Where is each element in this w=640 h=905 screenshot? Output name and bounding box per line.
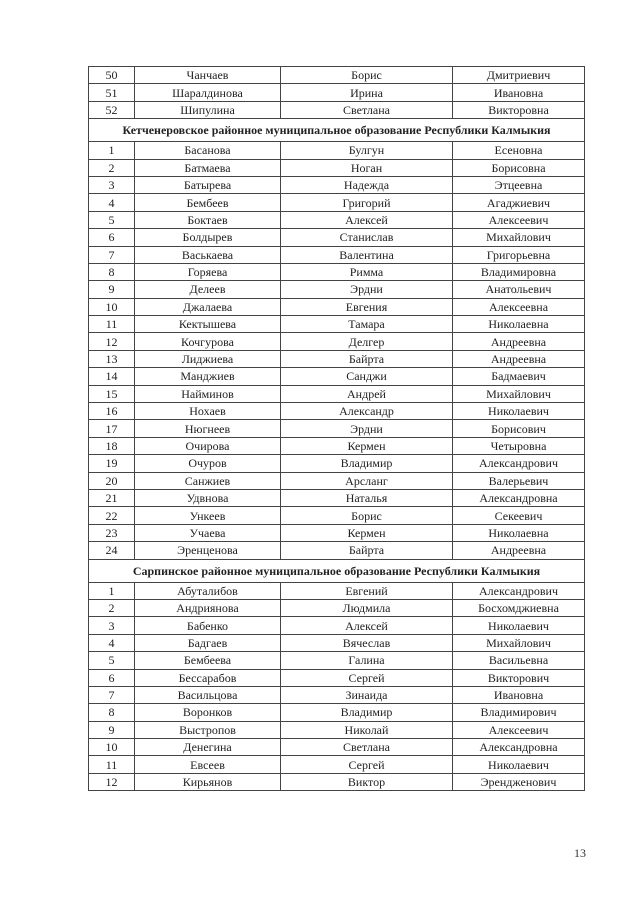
first-name: Ноган (281, 159, 453, 176)
last-name: Батмаева (135, 159, 281, 176)
last-name: Санжиев (135, 472, 281, 489)
last-name: Денегина (135, 739, 281, 756)
first-name: Ирина (281, 84, 453, 101)
patronymic: Валерьевич (453, 472, 585, 489)
first-name: Эрдни (281, 420, 453, 437)
row-number: 22 (89, 507, 135, 524)
last-name: Удвнова (135, 489, 281, 506)
first-name: Вячеслав (281, 634, 453, 651)
patronymic: Владимирович (453, 704, 585, 721)
patronymic: Андреевна (453, 542, 585, 559)
row-number: 9 (89, 281, 135, 298)
last-name: Васькаева (135, 246, 281, 263)
first-name: Делгер (281, 333, 453, 350)
first-name: Борис (281, 507, 453, 524)
row-number: 51 (89, 84, 135, 101)
patronymic: Четыровна (453, 437, 585, 454)
patronymic: Викторовна (453, 101, 585, 118)
patronymic: Секеевич (453, 507, 585, 524)
table-row (89, 652, 585, 669)
patronymic: Александрович (453, 455, 585, 472)
row-number: 11 (89, 756, 135, 773)
table-row (89, 84, 585, 101)
last-name: Кочгурова (135, 333, 281, 350)
last-name: Учаева (135, 524, 281, 541)
last-name: Бембеев (135, 194, 281, 211)
row-number: 9 (89, 721, 135, 738)
first-name: Светлана (281, 101, 453, 118)
table-row (89, 281, 585, 298)
row-number: 1 (89, 142, 135, 159)
row-number: 7 (89, 246, 135, 263)
first-name: Борис (281, 67, 453, 84)
first-name: Евгений (281, 582, 453, 599)
last-name: Найминов (135, 385, 281, 402)
table-row (89, 229, 585, 246)
last-name: Абуталибов (135, 582, 281, 599)
first-name: Григорий (281, 194, 453, 211)
table-row (89, 176, 585, 193)
row-number: 6 (89, 669, 135, 686)
section-header: Кетченеровское районное муниципальное образование Республики Калмыкия (89, 119, 585, 142)
row-number: 12 (89, 333, 135, 350)
last-name: Делеев (135, 281, 281, 298)
first-name: Булгун (281, 142, 453, 159)
members-table (88, 66, 585, 791)
patronymic: Николаевич (453, 403, 585, 420)
patronymic: Андреевна (453, 333, 585, 350)
table-row (89, 437, 585, 454)
first-name: Байрта (281, 350, 453, 367)
last-name: Бембеева (135, 652, 281, 669)
first-name: Тамара (281, 316, 453, 333)
first-name: Кермен (281, 437, 453, 454)
table-row (89, 142, 585, 159)
members-table-body (89, 67, 585, 791)
patronymic: Босхомджиевна (453, 599, 585, 616)
row-number: 5 (89, 652, 135, 669)
row-number: 50 (89, 67, 135, 84)
patronymic: Владимировна (453, 263, 585, 280)
patronymic: Этцеевна (453, 176, 585, 193)
table-row (89, 599, 585, 616)
first-name: Надежда (281, 176, 453, 193)
table-row (89, 472, 585, 489)
patronymic: Ивановна (453, 686, 585, 703)
patronymic: Александровна (453, 739, 585, 756)
row-number: 8 (89, 704, 135, 721)
last-name: Боктаев (135, 211, 281, 228)
table-row (89, 634, 585, 651)
table-row (89, 721, 585, 738)
table-row (89, 420, 585, 437)
table-row (89, 101, 585, 118)
row-number: 3 (89, 176, 135, 193)
first-name: Евгения (281, 298, 453, 315)
last-name: Басанова (135, 142, 281, 159)
section-header-row (89, 119, 585, 142)
last-name: Нохаев (135, 403, 281, 420)
patronymic: Николаевич (453, 617, 585, 634)
first-name: Байрта (281, 542, 453, 559)
row-number: 10 (89, 739, 135, 756)
patronymic: Андреевна (453, 350, 585, 367)
row-number: 2 (89, 599, 135, 616)
last-name: Чанчаев (135, 67, 281, 84)
last-name: Бабенко (135, 617, 281, 634)
last-name: Андриянова (135, 599, 281, 616)
patronymic: Николаевна (453, 524, 585, 541)
patronymic: Николаевич (453, 756, 585, 773)
last-name: Васильцова (135, 686, 281, 703)
row-number: 2 (89, 159, 135, 176)
patronymic: Анатольевич (453, 281, 585, 298)
row-number: 10 (89, 298, 135, 315)
first-name: Арсланг (281, 472, 453, 489)
row-number: 52 (89, 101, 135, 118)
table-row (89, 489, 585, 506)
table-row (89, 507, 585, 524)
patronymic: Алексеевна (453, 298, 585, 315)
row-number: 17 (89, 420, 135, 437)
table-row (89, 333, 585, 350)
first-name: Алексей (281, 211, 453, 228)
first-name: Зинаида (281, 686, 453, 703)
first-name: Наталья (281, 489, 453, 506)
last-name: Кектышева (135, 316, 281, 333)
patronymic: Григорьевна (453, 246, 585, 263)
table-row (89, 246, 585, 263)
patronymic: Бадмаевич (453, 368, 585, 385)
table-row (89, 159, 585, 176)
row-number: 23 (89, 524, 135, 541)
table-row (89, 669, 585, 686)
first-name: Кермен (281, 524, 453, 541)
first-name: Светлана (281, 739, 453, 756)
last-name: Воронков (135, 704, 281, 721)
table-row (89, 686, 585, 703)
last-name: Нюгнеев (135, 420, 281, 437)
last-name: Кирьянов (135, 773, 281, 790)
last-name: Батырева (135, 176, 281, 193)
row-number: 15 (89, 385, 135, 402)
first-name: Валентина (281, 246, 453, 263)
row-number: 7 (89, 686, 135, 703)
patronymic: Борисович (453, 420, 585, 437)
table-row (89, 263, 585, 280)
row-number: 6 (89, 229, 135, 246)
first-name: Людмила (281, 599, 453, 616)
table-row (89, 67, 585, 84)
row-number: 14 (89, 368, 135, 385)
last-name: Джалаева (135, 298, 281, 315)
row-number: 5 (89, 211, 135, 228)
page-number: 13 (574, 846, 586, 860)
table-row (89, 194, 585, 211)
row-number: 13 (89, 350, 135, 367)
row-number: 3 (89, 617, 135, 634)
row-number: 21 (89, 489, 135, 506)
row-number: 19 (89, 455, 135, 472)
first-name: Санджи (281, 368, 453, 385)
last-name: Шипулина (135, 101, 281, 118)
row-number: 4 (89, 194, 135, 211)
table-row (89, 350, 585, 367)
patronymic: Ивановна (453, 84, 585, 101)
patronymic: Алексеевич (453, 211, 585, 228)
table-row (89, 211, 585, 228)
first-name: Владимир (281, 704, 453, 721)
table-row (89, 542, 585, 559)
row-number: 16 (89, 403, 135, 420)
last-name: Манджиев (135, 368, 281, 385)
patronymic: Дмитриевич (453, 67, 585, 84)
patronymic: Михайлович (453, 229, 585, 246)
first-name: Галина (281, 652, 453, 669)
patronymic: Александровна (453, 489, 585, 506)
table-row (89, 385, 585, 402)
table-row (89, 756, 585, 773)
last-name: Очирова (135, 437, 281, 454)
last-name: Болдырев (135, 229, 281, 246)
row-number: 1 (89, 582, 135, 599)
last-name: Бессарабов (135, 669, 281, 686)
patronymic: Борисовна (453, 159, 585, 176)
patronymic: Викторович (453, 669, 585, 686)
table-row (89, 739, 585, 756)
first-name: Виктор (281, 773, 453, 790)
row-number: 8 (89, 263, 135, 280)
patronymic: Михайлович (453, 385, 585, 402)
patronymic: Александрович (453, 582, 585, 599)
row-number: 4 (89, 634, 135, 651)
first-name: Сергей (281, 756, 453, 773)
last-name: Евсеев (135, 756, 281, 773)
table-row (89, 524, 585, 541)
patronymic: Васильевна (453, 652, 585, 669)
row-number: 24 (89, 542, 135, 559)
first-name: Алексей (281, 617, 453, 634)
patronymic: Эрендженович (453, 773, 585, 790)
table-row (89, 455, 585, 472)
table-row (89, 617, 585, 634)
table-row (89, 582, 585, 599)
patronymic: Есеновна (453, 142, 585, 159)
last-name: Очуров (135, 455, 281, 472)
last-name: Лиджиева (135, 350, 281, 367)
row-number: 12 (89, 773, 135, 790)
last-name: Бадгаев (135, 634, 281, 651)
row-number: 11 (89, 316, 135, 333)
section-header-row (89, 559, 585, 582)
last-name: Выстропов (135, 721, 281, 738)
first-name: Станислав (281, 229, 453, 246)
patronymic: Агаджиевич (453, 194, 585, 211)
first-name: Эрдни (281, 281, 453, 298)
patronymic: Михайлович (453, 634, 585, 651)
patronymic: Алексеевич (453, 721, 585, 738)
table-row (89, 704, 585, 721)
first-name: Андрей (281, 385, 453, 402)
row-number: 20 (89, 472, 135, 489)
patronymic: Николаевна (453, 316, 585, 333)
first-name: Сергей (281, 669, 453, 686)
table-row (89, 773, 585, 790)
table-row (89, 368, 585, 385)
first-name: Николай (281, 721, 453, 738)
last-name: Ункеев (135, 507, 281, 524)
table-row (89, 316, 585, 333)
first-name: Римма (281, 263, 453, 280)
table-row (89, 298, 585, 315)
table-row (89, 403, 585, 420)
first-name: Владимир (281, 455, 453, 472)
last-name: Шаралдинова (135, 84, 281, 101)
first-name: Александр (281, 403, 453, 420)
section-header: Сарпинское районное муниципальное образование Республики Калмыкия (89, 559, 585, 582)
last-name: Эренценова (135, 542, 281, 559)
last-name: Горяева (135, 263, 281, 280)
row-number: 18 (89, 437, 135, 454)
